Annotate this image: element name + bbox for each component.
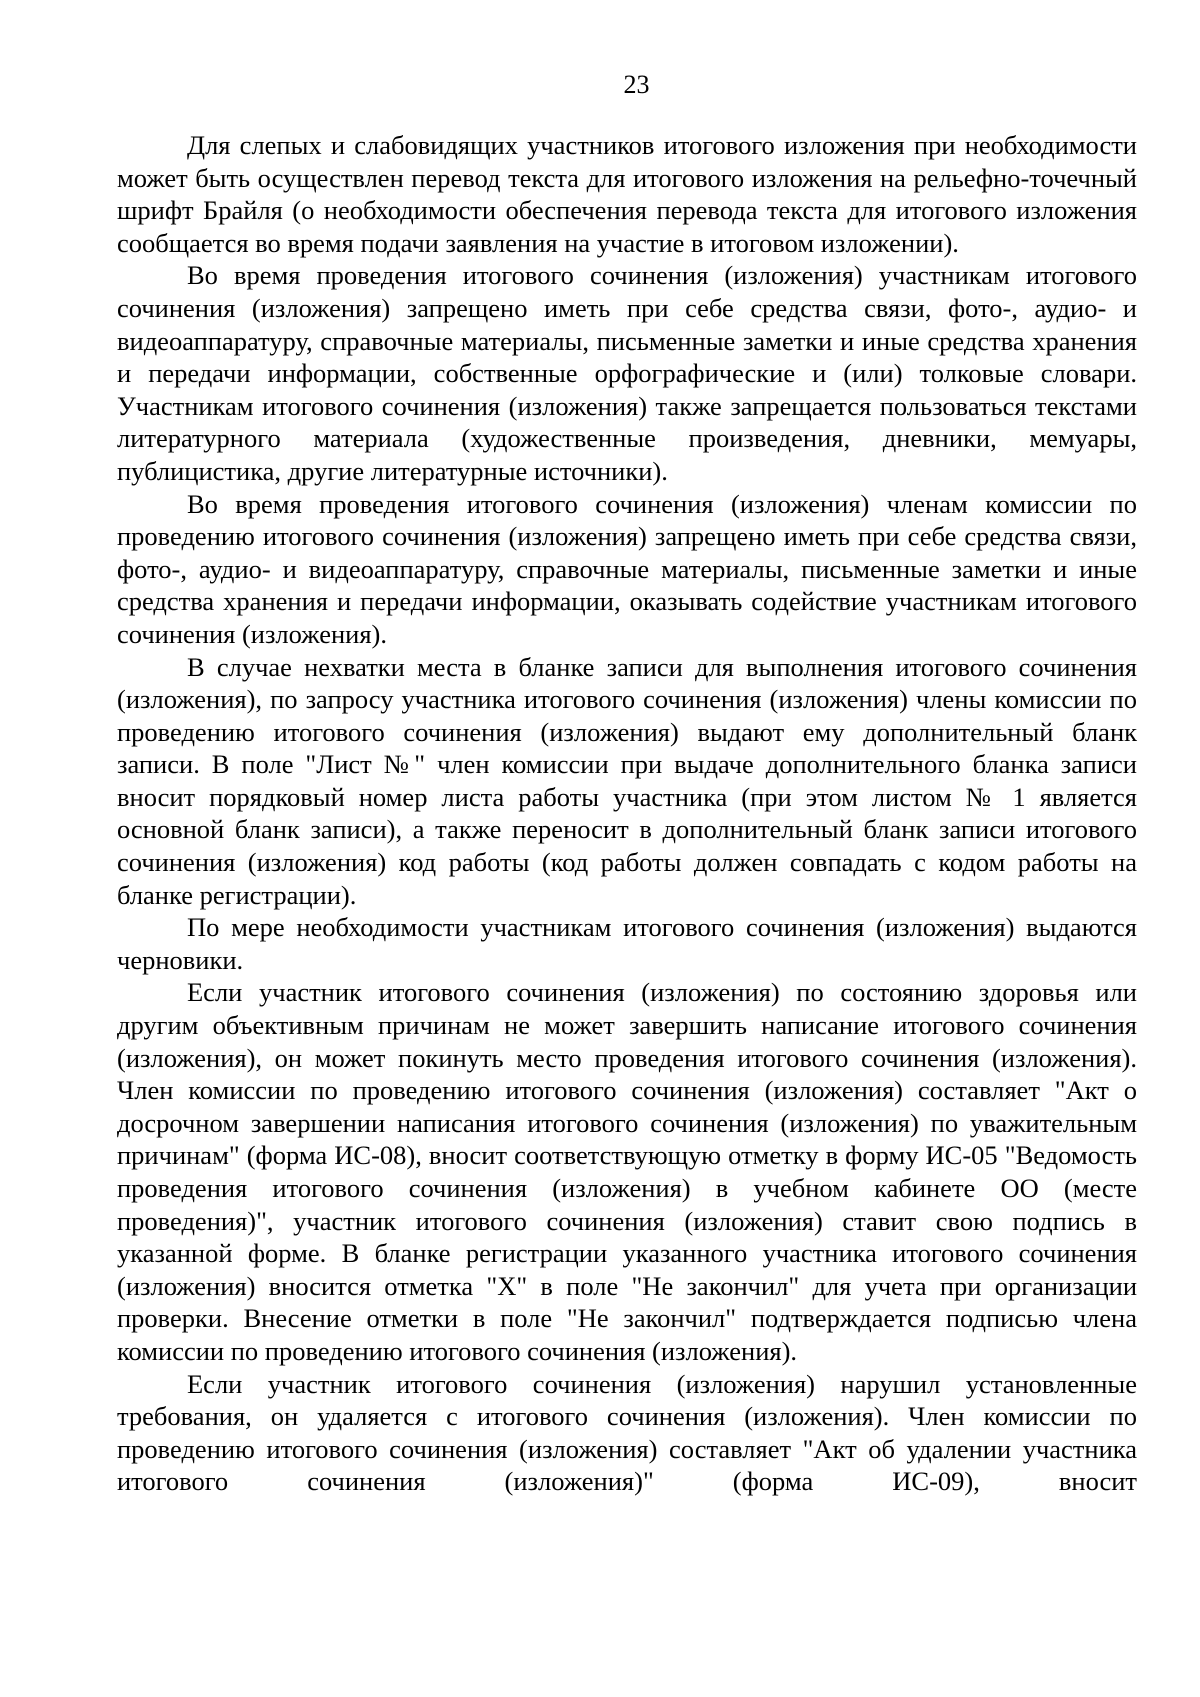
paragraph-additional-answer-sheet: В случае нехватки места в бланке записи для выполнения итогового сочинения (изложения), по запросу участника итогового сочинения (изложения) члены комиссии по проведению итогового сочинения (изложения) выдают ему дополнительный бланк записи. В поле "Лист №" член комиссии при выдаче дополнительного бланка записи вносит порядковый номер листа работы участника (при этом листом № 1 является основной бланк записи), а также переносит в дополнительный бланк записи итогового сочинения (изложения) код работы (код работы должен совпадать с кодом работы на бланке регистрации). xyxy=(117,651,1137,910)
paragraph-early-completion: Если участник итогового сочинения (изложения) по состоянию здоровья или другим объективным причинам не может завершить написание итогового сочинения (изложения), он может покинуть место проведения итогового сочинения (изложения). Член комиссии по проведению итогового сочинения (изложения) составляет "Акт о досрочном завершении написания итогового сочинения (изложения) по уважительным причинам" (форма ИС-08), вносит соответствующую отметку в форму ИС-05 "Ведомость проведения итогового сочинения (изложения) в учебном кабинете ОО (месте проведения)", участник итогового сочинения (изложения) ставит свою подпись в указанной форме. В бланке регистрации указанного участника итогового сочинения (изложения) вносится отметка "X" в поле "Не закончил" для учета при организации проверки. Внесение отметки в поле "Не закончил" подтверждается подписью члена комиссии по проведению итогового сочинения (изложения). xyxy=(117,977,1137,1366)
paragraph-drafts: По мере необходимости участникам итогового сочинения (изложения) выдаются черновики. xyxy=(117,912,1137,975)
paragraph-participant-prohibitions: Во время проведения итогового сочинения (изложения) участникам итогового сочинения (изложения) запрещено иметь при себе средства связи, фото-, аудио- и видеоаппаратуру, справочные материалы, письменные заметки и иные средства хранения и передачи информации, собственные орфографические и (или) толковые словари. Участникам итогового сочинения (изложения) также запрещается пользоваться текстами литературного материала (художественные произведения, дневники, мемуары, публицистика, другие литературные источники). xyxy=(117,260,1137,486)
paragraph-commission-prohibitions: Во время проведения итогового сочинения (изложения) членам комиссии по проведению итогового сочинения (изложения) запрещено иметь при себе средства связи, фото-, аудио- и видеоаппаратуру, справочные материалы, письменные заметки и иные средства хранения и передачи информации, оказывать содействие участникам итогового сочинения (изложения). xyxy=(117,488,1137,649)
document-body xyxy=(117,129,1137,1498)
paragraph-removal: Если участник итогового сочинения (изложения) нарушил установленные требования, он удаляется с итогового сочинения (изложения). Член комиссии по проведению итогового сочинения (изложения) составляет "Акт об удалении участника итогового сочинения (изложения)" (форма ИС-09), вносит xyxy=(117,1368,1137,1497)
paragraph-braille-translation: Для слепых и слабовидящих участников итогового изложения при необходимости может быть осуществлен перевод текста для итогового изложения на рельефно-точечный шрифт Брайля (о необходимости обеспечения перевода текста для итогового изложения сообщается во время подачи заявления на участие в итоговом изложении). xyxy=(117,130,1137,258)
page-number: 23 xyxy=(623,70,650,99)
